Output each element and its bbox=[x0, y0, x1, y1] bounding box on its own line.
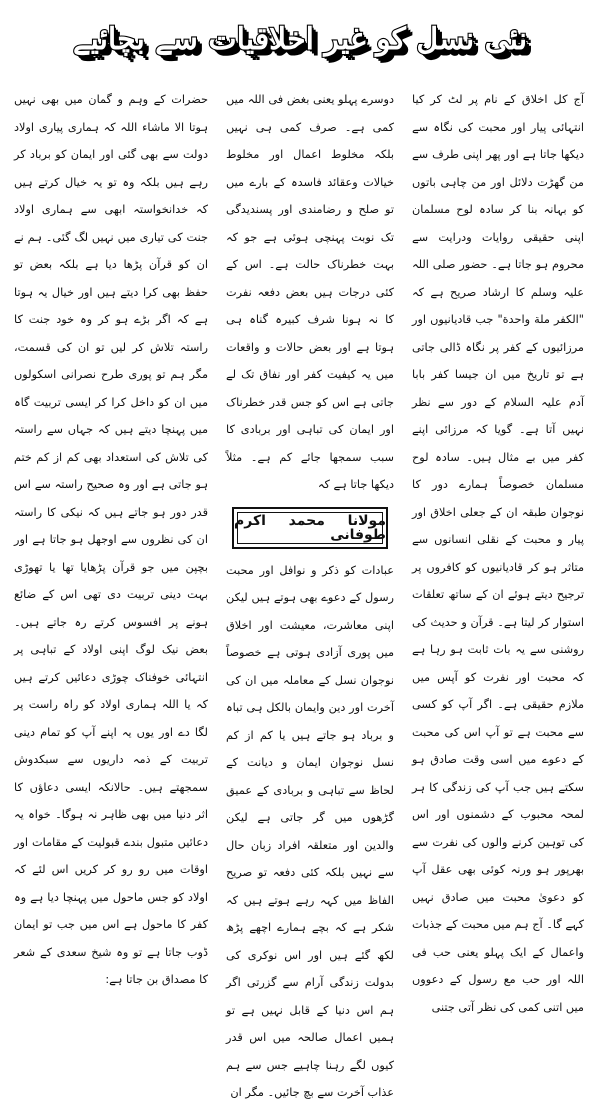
column-right-text: آج کل اخلاق کے نام پر لٹ کر کیا انتہائی پیار اور محبت کی نگاہ سے دیکھا جاتا ہے اور پھر اپنی طرف سے من گھڑت دلائل اور من چاہی باتوں کو بہانہ بنا کر سادہ لوح مسلمان اپنی حقیقی روایات ودرایت سے محروم ہو جاتا ہے۔ حضور صلی اللہ علیہ وسلم کا ارشاد صریح ہے کہ "الکفر ملة واحدة" جب قادیانیوں اور مرزائیوں کے کفر پر نگاہ ڈالی جاتی ہے تو تاریخ میں ان جیسا کفر بابا آدم علیہ السلام کے دور سے نظر نہیں آتا ہے۔ گویا کہ مرزائی اپنے کفر میں بے مثال ہیں۔ سادہ لوح مسلمان خصوصاً ہمارے دور کا نوجوان طبقہ ان کے جعلی اخلاق اور پیار و محبت کے نقلی انسانوں سے متاثر ہو کر قادیانیوں کو کافروں پر ترجیح دیتے ہوئے ان کے ساتھ تعلقات استوار کر لیتا ہے۔ قرآن و حدیث کی روشنی سے یہ بات ثابت ہو رہا ہے کہ محبت اور نفرت کو آپس میں ملازم حقیقی ہے۔ اگر آپ کو کسی سے محبت ہے تو آپ اس کی محبت کے دعوے میں اسی وقت صادق ہو سکتے ہیں جب آپ کی زندگی کا ہر لمحہ محبوب کے دشمنوں اور اس کی توہین کرنے والوں کی نفرت سے بھرپور ہو ورنہ کوئی بھی عقل آپ کو دعویٰ محبت میں صادق نہیں کہے گا۔ آج ہم میں محبت کے جذبات واعمال کے ایک پہلو یعنی حب فی اللہ اور حب مع رسول کے دعووں میں اتنی کمی کی نظر آتی جتنی bbox=[412, 93, 584, 1014]
column-left bbox=[14, 86, 208, 986]
author-byline: مولانا محمد اکرم طوفانی bbox=[234, 512, 386, 543]
column-left-text: حضرات کے وہم و گمان میں بھی نہیں ہوتا الا ماشاء اللہ کہ ہماری پیاری اولاد دولت سے بھی گئی اور ایمان کو برباد کر رہے ہیں بلکہ وہ تو یہ خیال کرتے ہیں کہ خدانخواستہ ابھی سے ہماری اولاد جنت کی تیاری میں نہیں لگ گئی۔ ہم نے ان کو قرآن پڑھا دیا ہے بلکہ بعض تو حفظ بھی کرا دیتے ہیں اور خیال یہ ہوتا ہے کہ اگر بڑے ہو کر وہ خود جنت کا راستہ تلاش کر لیں تو ان کی قسمت، مگر ہم تو پوری طرح نصرانی اسکولوں میں ان کو داخل کرا کر ایسی تربیت گاہ میں پہنچا دیتے ہیں کہ جہاں سے راستہ کی تلاش کی استعداد بھی کم از کم ختم ہو جاتی ہے اور وہ صحیح راستہ سے اس قدر دور ہو جاتے ہیں کہ نیکی کا راستہ ان کی نظروں سے اوجھل ہو جاتا ہے اور بچپن میں جو قرآن پڑھایا تھا یا تھوڑی بہت دینی تربیت دی تھی اس کے ضائع ہونے پر افسوس کرتے رہ جاتے ہیں۔ بعض نیک لوگ اپنی اولاد کے تباہی پر انتہائی خوفناک چوڑی دعائیں کرتے ہیں کہ یا اللہ ہماری اولاد کو راہ راست پر لگا دے اور یوں یہ اپنے آپ کو تمام دینی تربیت کے ذمہ داریوں سے سبکدوش سمجھتے ہیں۔ حالانکہ ایسی دعاؤں کا اثر دنیا میں بھی ظاہر نہ ہوگا۔ خواہ یہ دعائیں متبول بندے قبولیت کے مقامات اور اوقات میں رو رو کر کریں اس لئے کہ اولاد کو جس ماحول میں پہنچا دیا ہے وہ کفر کا ماحول ہے اس میں جب تو ایمان ڈوب جاتا ہے تو وہ شیخ سعدی کے شعر کا مصداق بن جاتا ہے: bbox=[14, 93, 208, 986]
column-right bbox=[412, 86, 584, 1014]
column-middle bbox=[226, 86, 394, 1099]
article-body bbox=[14, 86, 584, 1099]
column-middle-text: دوسرے پہلو یعنی بغض فی اللہ میں کمی ہے۔ صرف کمی ہی نہیں بلکہ مخلوط اعمال اور مخلوط خیالات وعقائد فاسدہ کے بارے میں تو صلح و رضامندی اور پسندیدگی تک نوبت پہنچی ہوئی ہے جو کہ بہت خطرناک حالت ہے۔ اس کے کئی درجات ہیں بعض دفعہ نفرت کا نہ ہونا شرف کبیرہ گناہ ہی ہوتا ہے اور بعض حالات و واقعات میں یہ کیفیت کفر اور نفاق تک لے جاتی ہے اس کو جس قدر خطرناک اور ایمان کی تباہی اور بربادی کا سبب سمجھا جائے کم ہے۔ مثلاً دیکھا جاتا ہے کہ bbox=[226, 93, 394, 491]
article-title: نئی نسل کو غیر اخلاقیات سے بچائیے bbox=[72, 21, 528, 57]
article-masthead bbox=[60, 2, 540, 76]
column-middle-text-continued: عبادات کو ذکر و نوافل اور محبت رسول کے دعوے بھی ہوتے ہیں لیکن اپنی معاشرت، معیشت اور اخلاق میں پوری آزادی ہوتی ہے خصوصاً نوجوان نسل کے معاملہ میں ان کی آخرت اور دین وایمان بالکل ہی تباہ و برباد ہو جاتے ہیں یا کم از کم نسل نوجوان ایمان و دیانت کے لحاظ سے تباہی و بربادی کے عمیق گڑھوں میں گر جاتی ہے لیکن والدین اور متعلقہ افراد زبان حال سے نہیں بلکہ کئی دفعہ تو صریح الفاظ میں کہہ رہے ہوتے ہیں کہ شکر ہے کہ بچے ہمارے اچھے پڑھ لکھ گئے ہیں اور اس نوکری کی بدولت زندگی آرام سے گزرتی اگر ہم اس دنیا کے قابل نہیں ہے تو ہمیں اعمال صالحہ میں اس قدر کیوں لگے رہنا چاہیے جس سے ہم عذاب آخرت سے بچ جائیں۔ مگر ان bbox=[226, 563, 394, 1099]
byline-box bbox=[232, 507, 388, 549]
